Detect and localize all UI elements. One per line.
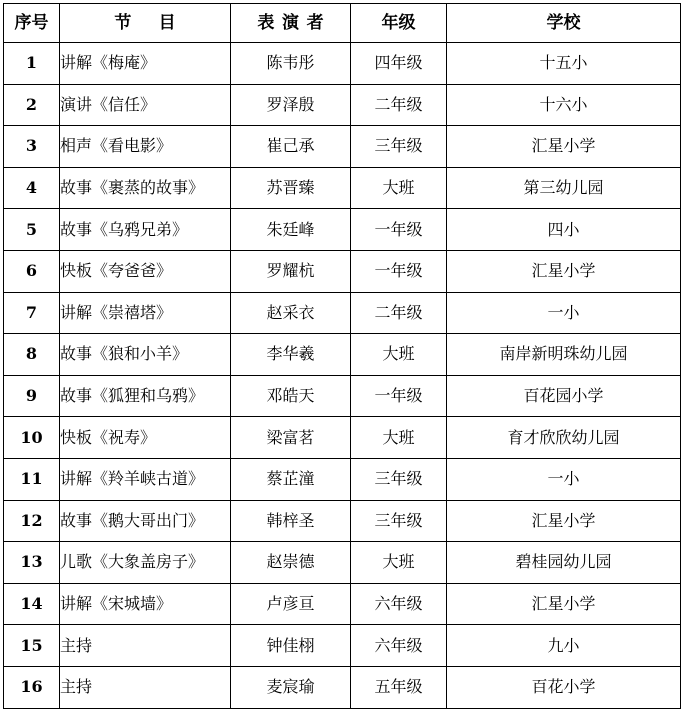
table-row bbox=[4, 292, 681, 334]
cell-grade: 二年级 bbox=[351, 292, 447, 334]
cell-school: 百花园小学 bbox=[447, 375, 681, 417]
cell-school: 汇星小学 bbox=[447, 126, 681, 168]
cell-performer: 梁富茗 bbox=[231, 417, 351, 459]
cell-school: 汇星小学 bbox=[447, 583, 681, 625]
cell-no: 11 bbox=[4, 458, 60, 500]
cell-performer: 蔡芷潼 bbox=[231, 458, 351, 500]
table-row bbox=[4, 625, 681, 667]
cell-school: 百花小学 bbox=[447, 666, 681, 708]
table-body bbox=[4, 43, 681, 709]
table-row bbox=[4, 458, 681, 500]
cell-school: 第三幼儿园 bbox=[447, 167, 681, 209]
table-row bbox=[4, 375, 681, 417]
table-row bbox=[4, 43, 681, 85]
cell-program: 故事《狼和小羊》 bbox=[60, 334, 231, 376]
cell-grade: 大班 bbox=[351, 334, 447, 376]
cell-no: 1 bbox=[4, 43, 60, 85]
cell-grade: 二年级 bbox=[351, 84, 447, 126]
table-row bbox=[4, 666, 681, 708]
cell-performer: 邓皓天 bbox=[231, 375, 351, 417]
cell-program: 讲解《梅庵》 bbox=[60, 43, 231, 85]
cell-no: 4 bbox=[4, 167, 60, 209]
cell-no: 6 bbox=[4, 250, 60, 292]
table-row bbox=[4, 209, 681, 251]
cell-grade: 一年级 bbox=[351, 250, 447, 292]
cell-no: 9 bbox=[4, 375, 60, 417]
table-row bbox=[4, 583, 681, 625]
cell-grade: 三年级 bbox=[351, 458, 447, 500]
cell-school: 一小 bbox=[447, 458, 681, 500]
cell-school: 十六小 bbox=[447, 84, 681, 126]
cell-school: 碧桂园幼儿园 bbox=[447, 542, 681, 584]
cell-performer: 罗耀杭 bbox=[231, 250, 351, 292]
cell-performer: 韩梓圣 bbox=[231, 500, 351, 542]
table-header bbox=[4, 4, 681, 43]
cell-school: 汇星小学 bbox=[447, 250, 681, 292]
table-row bbox=[4, 167, 681, 209]
cell-no: 2 bbox=[4, 84, 60, 126]
cell-program: 主持 bbox=[60, 625, 231, 667]
cell-performer: 李华羲 bbox=[231, 334, 351, 376]
header-program: 节目 bbox=[60, 4, 231, 43]
table-row bbox=[4, 500, 681, 542]
cell-no: 13 bbox=[4, 542, 60, 584]
cell-school: 一小 bbox=[447, 292, 681, 334]
header-school: 学校 bbox=[447, 4, 681, 43]
cell-performer: 崔己承 bbox=[231, 126, 351, 168]
cell-no: 16 bbox=[4, 666, 60, 708]
cell-grade: 六年级 bbox=[351, 583, 447, 625]
cell-program: 讲解《宋城墙》 bbox=[60, 583, 231, 625]
cell-no: 3 bbox=[4, 126, 60, 168]
cell-no: 10 bbox=[4, 417, 60, 459]
cell-school: 九小 bbox=[447, 625, 681, 667]
cell-school: 十五小 bbox=[447, 43, 681, 85]
cell-program: 故事《裹蒸的故事》 bbox=[60, 167, 231, 209]
cell-program: 讲解《崇禧塔》 bbox=[60, 292, 231, 334]
cell-grade: 四年级 bbox=[351, 43, 447, 85]
cell-grade: 大班 bbox=[351, 167, 447, 209]
cell-no: 14 bbox=[4, 583, 60, 625]
cell-grade: 三年级 bbox=[351, 126, 447, 168]
cell-no: 8 bbox=[4, 334, 60, 376]
cell-performer: 罗泽殷 bbox=[231, 84, 351, 126]
cell-program: 快板《祝寿》 bbox=[60, 417, 231, 459]
cell-program: 演讲《信任》 bbox=[60, 84, 231, 126]
cell-grade: 一年级 bbox=[351, 375, 447, 417]
cell-grade: 大班 bbox=[351, 417, 447, 459]
cell-performer: 朱廷峰 bbox=[231, 209, 351, 251]
cell-school: 南岸新明珠幼儿园 bbox=[447, 334, 681, 376]
cell-no: 7 bbox=[4, 292, 60, 334]
cell-performer: 赵采衣 bbox=[231, 292, 351, 334]
cell-performer: 钟佳栩 bbox=[231, 625, 351, 667]
cell-school: 四小 bbox=[447, 209, 681, 251]
table-row bbox=[4, 250, 681, 292]
header-row bbox=[4, 4, 681, 43]
cell-program: 快板《夸爸爸》 bbox=[60, 250, 231, 292]
table-row bbox=[4, 84, 681, 126]
cell-grade: 六年级 bbox=[351, 625, 447, 667]
cell-program: 儿歌《大象盖房子》 bbox=[60, 542, 231, 584]
cell-performer: 卢彦亘 bbox=[231, 583, 351, 625]
cell-performer: 陈韦彤 bbox=[231, 43, 351, 85]
cell-no: 12 bbox=[4, 500, 60, 542]
cell-program: 故事《乌鸦兄弟》 bbox=[60, 209, 231, 251]
header-grade: 年级 bbox=[351, 4, 447, 43]
cell-school: 育才欣欣幼儿园 bbox=[447, 417, 681, 459]
cell-grade: 一年级 bbox=[351, 209, 447, 251]
table-row bbox=[4, 334, 681, 376]
cell-no: 5 bbox=[4, 209, 60, 251]
cell-program: 主持 bbox=[60, 666, 231, 708]
cell-program: 相声《看电影》 bbox=[60, 126, 231, 168]
cell-program: 讲解《羚羊峡古道》 bbox=[60, 458, 231, 500]
cell-performer: 苏晋臻 bbox=[231, 167, 351, 209]
cell-performer: 麦宸瑜 bbox=[231, 666, 351, 708]
cell-no: 15 bbox=[4, 625, 60, 667]
cell-performer: 赵崇德 bbox=[231, 542, 351, 584]
cell-grade: 大班 bbox=[351, 542, 447, 584]
cell-program: 故事《鹅大哥出门》 bbox=[60, 500, 231, 542]
cell-program: 故事《狐狸和乌鸦》 bbox=[60, 375, 231, 417]
table-row bbox=[4, 126, 681, 168]
cell-grade: 五年级 bbox=[351, 666, 447, 708]
table-row bbox=[4, 417, 681, 459]
header-performer: 表演者 bbox=[231, 4, 351, 43]
program-table bbox=[3, 3, 681, 709]
header-no: 序号 bbox=[4, 4, 60, 43]
cell-school: 汇星小学 bbox=[447, 500, 681, 542]
cell-grade: 三年级 bbox=[351, 500, 447, 542]
table-row bbox=[4, 542, 681, 584]
